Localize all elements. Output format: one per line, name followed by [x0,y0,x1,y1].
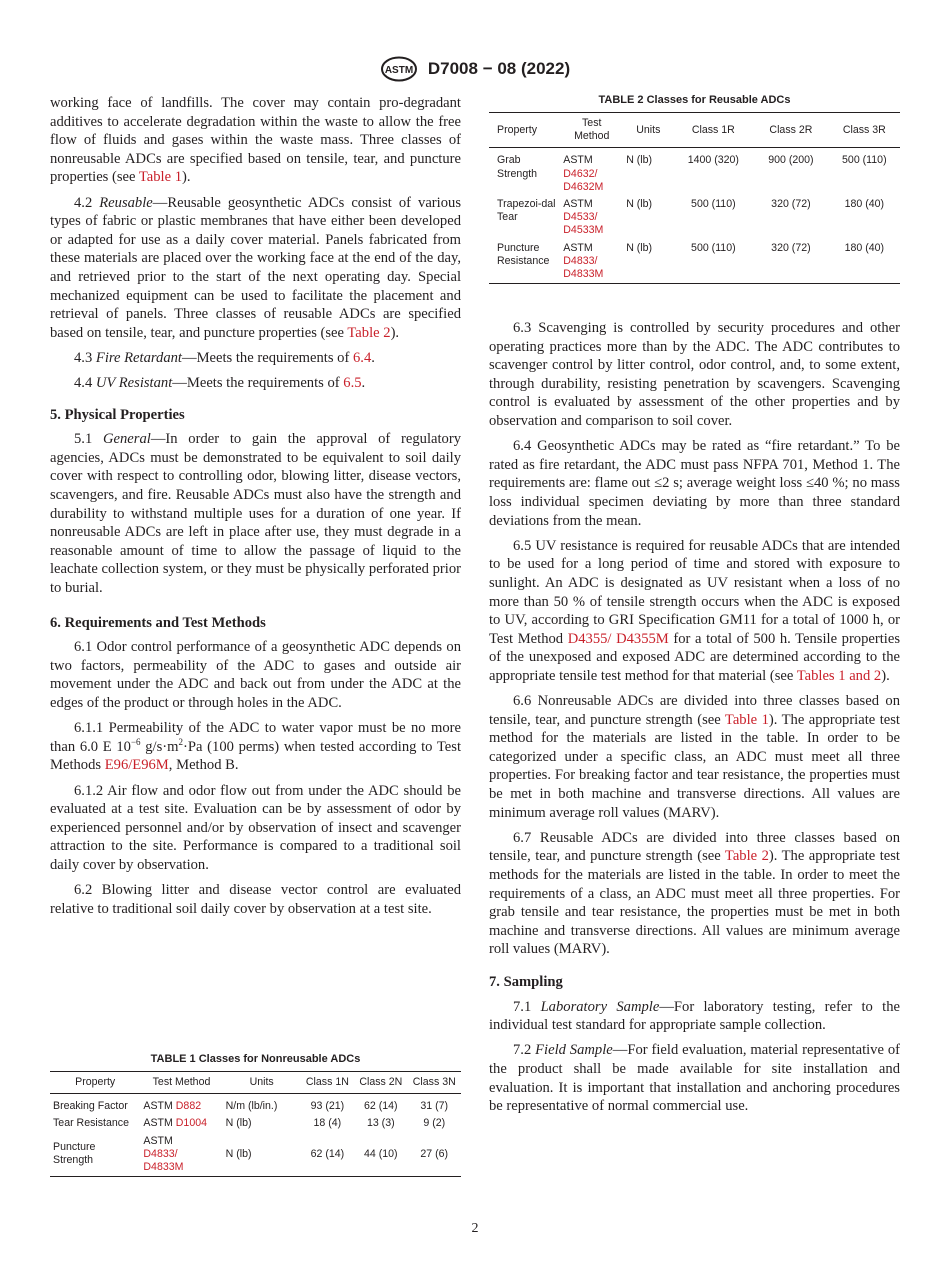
page-header [0,56,950,82]
table-row [50,1094,461,1116]
table-cell-value: 18 (4) [313,1117,342,1130]
link-6-4[interactable]: 6.4 [353,349,372,366]
table-cell-units: N (lb) [626,154,653,167]
paragraph-6-6: 6.6 Nonreusable ADCs are divided into three classes based on tensile, tear, and puncture strength (see Table 1). The appropriate test method for the materials are listed in the table. In order to be categorized under a specific class, an ADC must meet all three properties. For breaking factor and tear resistance, the properties must be met in both machine and transverse directions. All values are minimum average roll values (MARV). [489,693,900,821]
section-7-heading: 7. Sampling [489,973,563,990]
paragraph-4-2: 4.2 Reusable—Reusable geosynthetic ADCs consist of various types of fabric or plastic membranes that have either been developed or adapted for use as a daily cover material. Panels fabricated from these materials are placed over the working face at the end of the day, and retrieved prior to the start of the next operating day. Special mechanized equipment can be used to facilitate the placement and retrieval of panels. Three classes of reusable ADCs are specified based on tensile, tear, and puncture properties (see Table 2). [50,194,461,341]
astm-logo-icon [380,56,418,82]
table-header: Units [623,113,673,148]
document-designation: D7008 − 08 (2022) [427,59,571,78]
table-cell-value: 180 (40) [829,240,900,284]
astm-logo-text: ASTM [384,65,414,76]
paragraph-6-3: 6.3 Scavenging is controlled by security procedures and other operating practices more than by the ADC. The ADC contributes to scavenger control by litter control, odor control, and, to some extent, through durability, resisting penetration by scavengers. Scavenging control is evaluated by assessment of the other properties and by observation and comparison to soil cover. [489,320,900,429]
table-row [50,1133,461,1177]
table-cell-value: 320 (72) [753,240,828,284]
table-header: Property [489,113,560,148]
table-cell-value: 500 (110) [842,154,887,167]
paragraph-7-1: 7.1 Laboratory Sample—For laboratory testing, refer to the individual test standard for appropriate sample collection. [489,998,900,1034]
right-column [489,319,900,1122]
table-cell-value: 180 (40) [844,198,885,211]
link-d4533[interactable]: D4533/ D4533M [563,211,604,237]
link-d882[interactable]: D882 [175,1100,202,1113]
paragraph-6-2: 6.2 Blowing litter and disease vector control are evaluated relative to traditional soil daily cover by observation at a test site. [50,882,461,917]
table-cell-property: Trapezoi-dal Tear [497,198,556,224]
link-table-1[interactable]: Table 1 [138,169,183,186]
section-5-heading: 5. Physical Properties [50,406,185,423]
table-cell-value: 500 (110) [674,240,754,284]
table-cell-method: ASTM D882 [143,1100,202,1113]
table-cell-value: 93 (21) [310,1100,345,1113]
table-2-caption: TABLE 2 Classes for Reusable ADCs [598,94,791,106]
left-column [50,94,461,925]
link-table-2[interactable]: Table 2 [347,324,391,341]
paragraph-6-1-2: 6.1.2 Air flow and odor flow out from under the ADC should be evaluated at a test site. Evaluation can be by assessment of odor by experienced personnel and/or by observation of insect and scavenger attraction to the site. Performance is compared to a traditional soil daily cover by observation. [50,782,461,873]
link-d4833[interactable]: D4833/ D4833M [143,1147,184,1174]
paragraph-4-1-continued: working face of landfills. The cover may contain pro-degradant additives to accelerate degradation within the waste to allow the free flow of fluids and gases within the waste mass. Three classes of nonreusable ADCs are specified based on tensile, tear, and puncture properties (see Table 1). [50,95,461,186]
table-1-grid [50,1071,461,1177]
table-cell-value: 900 (200) [768,154,814,167]
link-d4355[interactable]: D4355/ D4355M [567,630,669,647]
table-cell-units: N (lb) [223,1133,301,1177]
table-header: Class 2N [354,1072,407,1094]
paragraph-6-1: 6.1 Odor control performance of a geosynthetic ADC depends on two factors, permeability of the ADC to gases and outside air movement under the ADC and back out from under the ADC at the edges of the product or through holes in the ADC. [50,639,461,711]
table-header: Test Method [140,1072,222,1094]
paragraph-4-4: 4.4 UV Resistant—Meets the requirements of 6.5. [74,375,366,392]
table-1 [50,1053,461,1177]
link-6-5[interactable]: 6.5 [343,375,362,392]
link-d4632[interactable]: D4632/ D4632M [563,167,604,193]
paragraph-6-1-1: 6.1.1 Permeability of the ADC to water vapor must be no more than 6.0 E $10^{-6}$ $g/s\cdot m^2\cdot Pa$ (100 perms) when tested according to Test Methods E96/E96M, Method B. [50,720,462,774]
table-cell-value: 62 (14) [364,1100,398,1113]
table-2-grid [489,112,900,284]
paragraph-6-4: 6.4 Geosynthetic ADCs may be rated as “fire retardant.” To be rated as fire retardant, the ADC must pass NFPA 701, Method 1. The requirements are: flame out ≤2 s; average weight loss ≤40 %; no mass loss individual specimen deviating by more than three standard deviations from the mean. [489,438,900,529]
table-header: Class 1N [301,1072,354,1094]
table-cell-method: ASTM D4833/ D4833M [140,1133,222,1177]
link-d1004[interactable]: D1004 [175,1117,207,1130]
table-cell-units: N (lb) [225,1117,252,1130]
table-cell-method: ASTM D4632/ D4632M [560,148,623,196]
table-cell-value: 1400 (320) [687,154,739,167]
table-header: Class 2R [753,113,828,148]
table-cell-value: 62 (14) [301,1133,354,1177]
table-header: Test Method [560,113,623,148]
table-row [489,240,900,284]
section-6-heading: 6. Requirements and Test Methods [50,614,266,631]
table-cell-units: N (lb) [626,198,653,211]
table-cell-value: 320 (72) [771,198,811,211]
table-2 [489,94,900,284]
table-cell-property: Puncture Strength [50,1133,140,1177]
table-row [489,148,900,196]
table-cell-property: Breaking Factor [53,1100,128,1113]
link-tables-1-2[interactable]: Tables 1 and 2 [796,667,882,684]
table-cell-value: 31 (7) [420,1100,449,1113]
paragraph-6-5: 6.5 UV resistance is required for reusable ADCs that are intended to be used for a long period of time and stored with exposure to sunlight. An ADC is designated as UV resistant when a loss of no more than 50 % of tensile strength occurs when the ADC is exposed to UV, according to GRI Specification GM11 for a total of 1000 h, or Test Method D4355/ D4355M for a total of 500 h. Tensile properties of the unexposed and exposed ADC are determined according to the appropriate tensile test method for that material (see Tables 1 and 2). [489,537,901,684]
link-table-2[interactable]: Table 2 [724,848,769,865]
table-header: Units [223,1072,301,1094]
paragraph-7-2: 7.2 Field Sample—For field evaluation, material representative of the product shall be made available for site installation and evaluation. It is important that installation and anchoring procedures be representative of normal commercial use. [489,1042,900,1115]
table-cell-value: 500 (110) [691,198,736,211]
table-cell-value: 27 (6) [408,1133,461,1177]
page-number: 2 [471,1221,479,1236]
paragraph-4-3: 4.3 Fire Retardant—Meets the requirements of 6.4. [74,349,375,366]
table-header-row [50,1072,461,1094]
table-cell-property: Puncture Resistance [489,240,560,284]
table-cell-method: ASTM D4833/ D4833M [560,240,623,284]
paragraph-5-1: 5.1 General—In order to gain the approval of regulatory agencies, ADCs must be demonstrated to be equivalent to soil daily cover with respect to controlling odor, blowing litter, disease vectors, scavengers, and fire. Reusable ADCs must also have the strength and durability to withstand multiple uses for a duration of one year. If nonreusable ADCs are left in place after use, they must degrade in a reasonable amount of time to allow the passage of liquid to the leachate collection system, or they must be physically perforated prior to burial. [50,431,461,597]
table-row [489,196,900,240]
table-row [50,1115,461,1132]
table-header: Class 3N [408,1072,461,1094]
table-header: Class 1R [674,113,754,148]
link-d4833[interactable]: D4833/ D4833M [563,254,604,281]
table-header-row [489,113,900,148]
table-header: Class 3R [829,113,900,148]
table-cell-method: ASTM D1004 [143,1117,207,1130]
link-e96[interactable]: E96/E96M [104,757,169,774]
link-table-1[interactable]: Table 1 [724,711,769,728]
table-header: Property [50,1072,140,1094]
paragraph-6-7: 6.7 Reusable ADCs are divided into three classes based on tensile, tear, and puncture strength (see Table 2). The appropriate test methods for the materials are listed in the table. In order to meet the requirements of a class, an ADC must meet all three properties. For grab tensile and tear resistance, the properties must be met in both machine and transverse directions. All values are minimum average roll values (MARV). [489,829,900,958]
table-cell-value: 44 (10) [354,1133,407,1177]
table-1-caption: TABLE 1 Classes for Nonreusable ADCs [150,1053,361,1065]
table-cell-property: Tear Resistance [53,1117,129,1130]
table-cell-units: N (lb) [623,240,673,284]
table-cell-units: N/m (lb/in.) [225,1100,278,1113]
table-cell-value: 13 (3) [366,1117,395,1130]
table-cell-property: Grab Strength [497,154,538,180]
table-cell-value: 9 (2) [423,1117,446,1130]
table-cell-method: ASTM D4533/ D4533M [560,196,623,240]
